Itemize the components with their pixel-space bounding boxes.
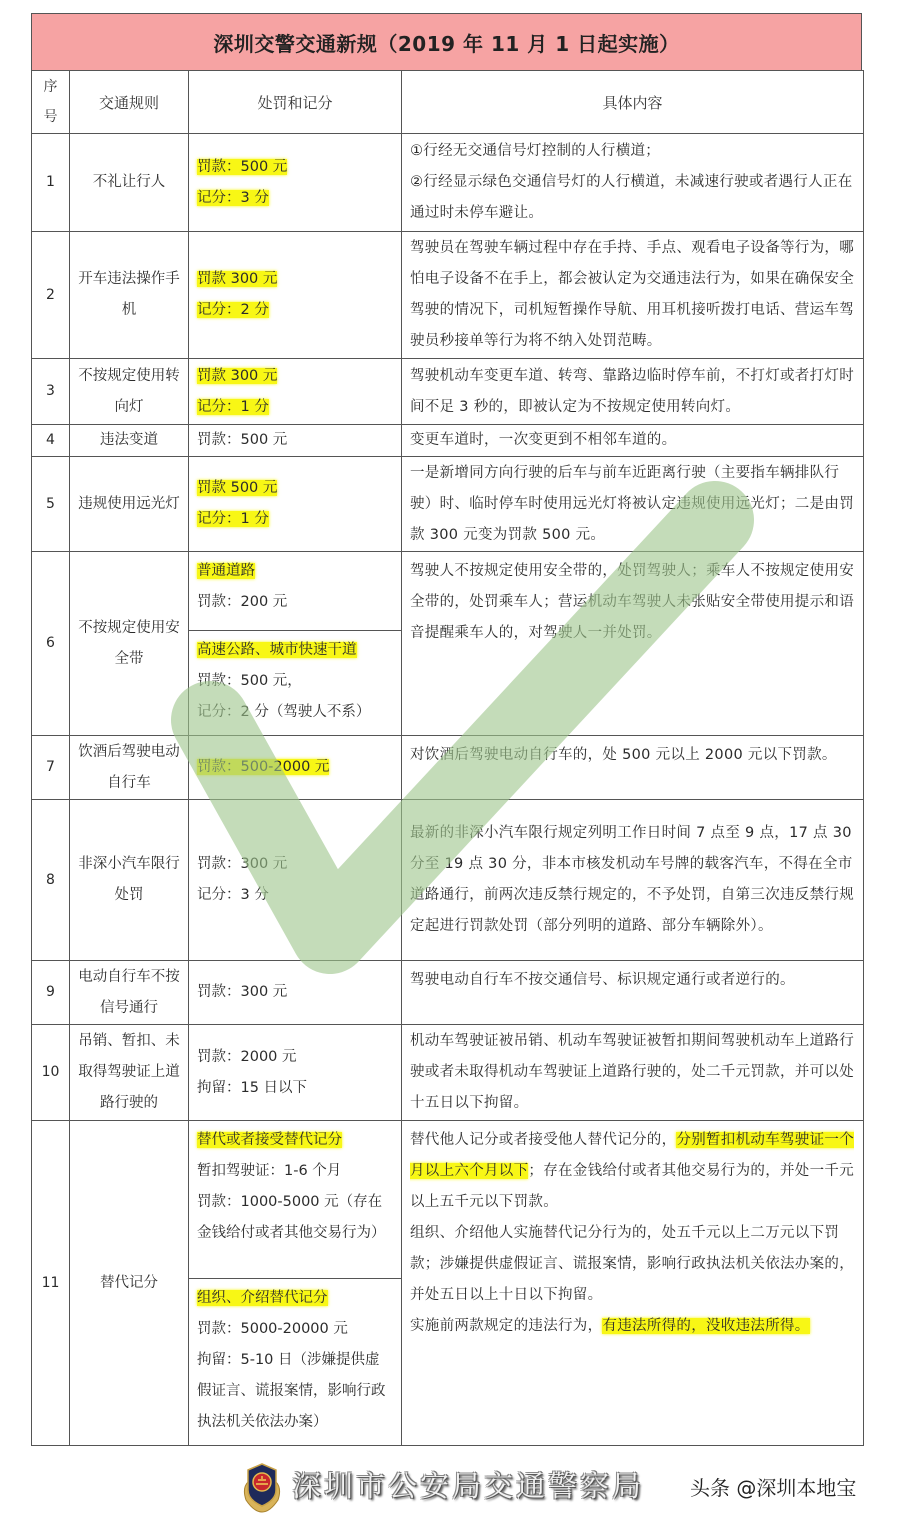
penalty-line: 拘留：15 日以下 xyxy=(197,1079,308,1096)
row-number: 9 xyxy=(32,961,70,1025)
header-penalty: 处罚和记分 xyxy=(189,71,402,134)
penalty-cell xyxy=(189,552,402,736)
detail-paragraph: 驾驶员在驾驶车辆过程中存在手持、手点、观看电子设备等行为，哪怕电子设备不在手上，都会被认定为交通违法行为，如果在确保安全驾驶的情况下，司机短暂操作导航、用耳机接听拨打电话、营运车驾驶员秒接单等行为将不纳入处罚范畴。 xyxy=(410,240,854,349)
detail-paragraph: 最新的非深小汽车限行规定列明工作日时间 7 点至 9 点，17 点 30 分至 19 点 30 分，非本市核发机动车号牌的载客汽车，不得在全市道路通行，前两次违反禁行规定的，不予处罚，自第三次违反禁行规定起进行罚款处罚（部分列明的道路、部分车辆除外）。 xyxy=(410,825,854,934)
detail-paragraph: 驾驶人不按规定使用安全带的，处罚驾驶人；乘车人不按规定使用安全带的，处罚乘车人；营运机动车驾驶人未张贴安全带使用提示和语音提醒乘车人的，对驾驶人一并处罚。 xyxy=(410,563,854,641)
penalty-cell xyxy=(189,232,402,359)
detail-paragraph: 一是新增同方向行驶的后车与前车近距离行驶（主要指车辆排队行驶）时、临时停车时使用远光灯将被认定违规使用远光灯；二是由罚款 300 元变为罚款 500 元。 xyxy=(410,464,854,543)
detail-paragraph: 组织、介绍他人实施替代记分行为的，处五千元以上二万元以下罚款；涉嫌提供虚假证言、谎报案情，影响行政执法机关依法办案的，并处五日以上十日以下拘留。 xyxy=(410,1225,854,1303)
rule-name: 饮酒后驾驶电动自行车 xyxy=(70,736,189,800)
penalty-line: 罚款：500-2000 元 xyxy=(197,759,330,775)
row-number: 1 xyxy=(32,134,70,232)
detail-cell xyxy=(402,425,864,457)
police-emblem-icon xyxy=(240,1462,284,1514)
table-row xyxy=(32,359,864,425)
penalty-line: 罚款：5000-20000 元 xyxy=(197,1321,348,1337)
table-row xyxy=(32,736,864,800)
penalty-line: 记分：3 分 xyxy=(197,189,269,206)
table-row xyxy=(32,457,864,552)
table-row xyxy=(32,1025,864,1121)
penalty-cell xyxy=(189,1025,402,1121)
penalty-line: 记分：1 分 xyxy=(197,398,269,415)
table-row xyxy=(32,232,864,359)
penalty-line: 记分：3 分 xyxy=(197,887,269,903)
penalty-cell xyxy=(189,457,402,552)
penalty-cell xyxy=(189,134,402,232)
row-number: 10 xyxy=(32,1025,70,1121)
row-number: 2 xyxy=(32,232,70,359)
detail-paragraph: ②行经显示绿色交通信号灯的人行横道，未减速行驶或者遇行人正在通过时未停车避让。 xyxy=(410,174,853,221)
footer xyxy=(0,1450,900,1524)
detail-paragraph: ①行经无交通信号灯控制的人行横道； xyxy=(410,143,661,159)
detail-paragraph: 机动车驾驶证被吊销、机动车驾驶证被暂扣期间驾驶机动车上道路行驶或者未取得机动车驾驶证上道路行驶的，处二千元罚款，并可以处十五日以下拘留。 xyxy=(410,1033,854,1111)
penalty-line: 罚款 300 元 xyxy=(197,271,278,287)
penalty-subblock xyxy=(189,1121,401,1278)
detail-cell xyxy=(402,736,864,800)
detail-paragraph: 替代他人记分或者接受他人替代记分的，分别暂扣机动车驾驶证一个月以上六个月以下；存在金钱给付或者其他交易行为的，并处一千元以上五千元以下罚款。 xyxy=(410,1132,855,1210)
penalty-subblock xyxy=(189,552,401,630)
penalty-cell xyxy=(189,800,402,961)
regulation-sheet xyxy=(31,13,862,1446)
penalty-line: 拘留：5-10 日（涉嫌提供虚假证言、谎报案情，影响行政执法机关依法办案） xyxy=(197,1352,386,1430)
detail-paragraph: 实施前两款规定的违法行为，有违法所得的，没收违法所得。 xyxy=(410,1318,810,1334)
rule-name: 替代记分 xyxy=(70,1121,189,1446)
penalty-line: 记分：2 分 xyxy=(197,302,269,318)
detail-cell xyxy=(402,359,864,425)
penalty-line: 罚款：500 元 xyxy=(197,432,288,448)
table-row xyxy=(32,552,864,736)
table-row xyxy=(32,961,864,1025)
penalty-line: 普通道路 xyxy=(197,563,255,579)
detail-cell xyxy=(402,1121,864,1446)
detail-cell xyxy=(402,457,864,552)
penalty-cell xyxy=(189,425,402,457)
row-number: 11 xyxy=(32,1121,70,1446)
detail-paragraph: 驾驶电动自行车不按交通信号、标识规定通行或者逆行的。 xyxy=(410,972,795,988)
row-number: 7 xyxy=(32,736,70,800)
detail-cell xyxy=(402,800,864,961)
table-row xyxy=(32,1121,864,1446)
penalty-line: 罚款：300 元 xyxy=(197,984,288,1000)
rule-name: 开车违法操作手机 xyxy=(70,232,189,359)
header-row xyxy=(32,71,864,134)
detail-cell xyxy=(402,1025,864,1121)
penalty-line: 暂扣驾驶证：1-6 个月 xyxy=(197,1163,342,1179)
penalty-line: 高速公路、城市快速干道 xyxy=(197,642,357,658)
rule-name: 不礼让行人 xyxy=(70,134,189,232)
row-number: 6 xyxy=(32,552,70,736)
penalty-subblock xyxy=(189,630,401,735)
source-watermark: 头条 @深圳本地宝 xyxy=(690,1476,857,1500)
penalty-cell xyxy=(189,736,402,800)
penalty-cell xyxy=(189,1121,402,1446)
penalty-line: 罚款：200 元 xyxy=(197,594,288,610)
table-row xyxy=(32,134,864,232)
rule-name: 电动自行车不按信号通行 xyxy=(70,961,189,1025)
rule-name: 违规使用远光灯 xyxy=(70,457,189,552)
table-row xyxy=(32,800,864,961)
penalty-subblock xyxy=(189,1278,401,1445)
row-number: 5 xyxy=(32,457,70,552)
header-no: 序号 xyxy=(32,71,70,134)
row-number: 4 xyxy=(32,425,70,457)
penalty-line: 罚款 500 元 xyxy=(197,480,278,496)
header-detail: 具体内容 xyxy=(402,71,864,134)
organization-name: 深圳市公安局交通警察局 xyxy=(292,1469,645,1503)
detail-paragraph: 对饮酒后驾驶电动自行车的，处 500 元以上 2000 元以下罚款。 xyxy=(410,747,837,763)
table-row xyxy=(32,425,864,457)
penalty-cell xyxy=(189,359,402,425)
penalty-line: 罚款：300 元 xyxy=(197,856,288,872)
penalty-line: 罚款 300 元 xyxy=(197,367,278,384)
rule-name: 违法变道 xyxy=(70,425,189,457)
table-title xyxy=(31,13,862,70)
penalty-cell xyxy=(189,961,402,1025)
row-number: 8 xyxy=(32,800,70,961)
detail-cell xyxy=(402,961,864,1025)
rule-name: 吊销、暂扣、未取得驾驶证上道路行驶的 xyxy=(70,1025,189,1121)
penalty-line: 罚款：500 元 xyxy=(197,158,288,175)
penalty-line: 罚款：500 元， xyxy=(197,673,302,689)
detail-cell xyxy=(402,134,864,232)
detail-cell xyxy=(402,552,864,736)
detail-cell xyxy=(402,232,864,359)
penalty-line: 罚款：1000-5000 元（存在金钱给付或者其他交易行为） xyxy=(197,1194,386,1241)
header-rule: 交通规则 xyxy=(70,71,189,134)
rule-name: 不按规定使用转向灯 xyxy=(70,359,189,425)
rule-name: 非深小汽车限行处罚 xyxy=(70,800,189,961)
row-number: 3 xyxy=(32,359,70,425)
table-title-text: 深圳交警交通新规（2019 年 11 月 1 日起实施） xyxy=(213,31,680,56)
penalty-line: 替代或者接受替代记分 xyxy=(197,1132,342,1148)
rule-name: 不按规定使用安全带 xyxy=(70,552,189,736)
penalty-line: 罚款：2000 元 xyxy=(197,1048,297,1065)
penalty-line: 记分：1 分 xyxy=(197,511,269,527)
detail-paragraph: 驾驶机动车变更车道、转弯、靠路边临时停车前，不打灯或者打灯时间不足 3 秒的，即被认定为不按规定使用转向灯。 xyxy=(410,367,854,415)
detail-paragraph: 变更车道时，一次变更到不相邻车道的。 xyxy=(410,432,677,448)
penalty-line: 记分：2 分（驾驶人不系） xyxy=(197,704,371,720)
regulation-table xyxy=(31,70,864,1446)
penalty-line: 组织、介绍替代记分 xyxy=(197,1290,328,1306)
